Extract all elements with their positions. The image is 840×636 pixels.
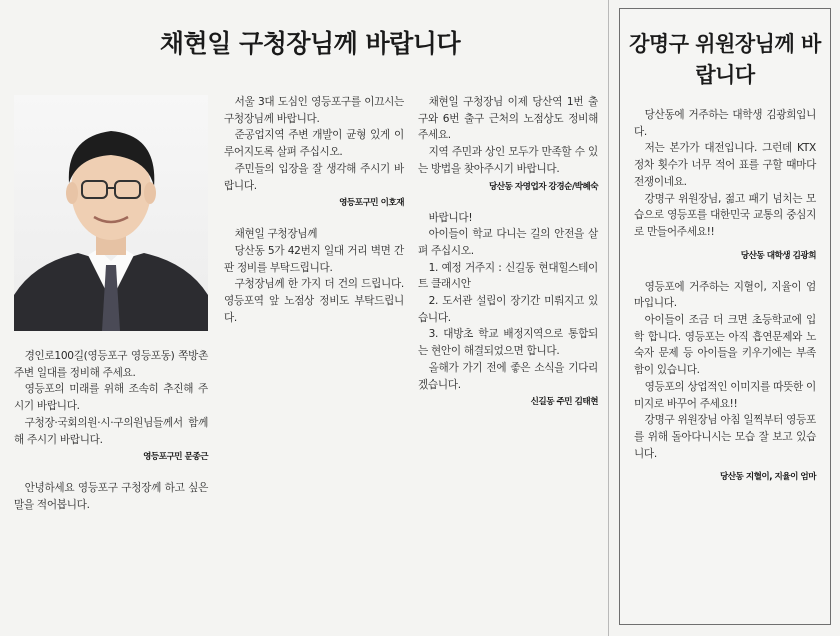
paragraph: 올해가 가기 전에 좋은 소식을 기다리겠습니다. [418, 361, 598, 391]
author-signature: 신길동 주민 김태현 [530, 397, 598, 408]
paragraph: 영등포에 거주하는 지혈이, 지율이 엄마입니다. [634, 280, 816, 310]
author-signature: 당산동 지혈이, 지율이 엄마 [719, 472, 816, 483]
paragraph: 3. 대방초 학교 배정지역으로 통합되는 현안이 해결되었으면 합니다. [418, 328, 598, 358]
paragraph: 바랍니다! [428, 211, 473, 224]
paragraph: 아이들이 학교 다니는 길의 안전을 살펴 주십시오. [418, 228, 598, 257]
right-column [634, 107, 816, 484]
left-column-2 [224, 94, 404, 326]
man-portrait-icon [14, 95, 208, 331]
paragraph: 당산동 5가 42번지 일대 거리 벽면 간판 정비를 부탁드립니다. [224, 244, 404, 274]
paragraph: 강명구 위원장님 아침 일찍부터 영등포를 위해 돌아다니시는 모습 잘 보고 있습니다. [634, 414, 816, 460]
paragraph: 주민들의 입장을 잘 생각해 주시기 바랍니다. [224, 162, 404, 192]
paragraph: 지역 주민과 상인 모두가 만족할 수 있는 방법을 찾아주시기 바랍니다. [418, 146, 598, 175]
paragraph: 영등포의 미래를 위해 조속히 추진해 주시기 바랍니다. [14, 383, 208, 413]
author-signature: 영등포구민 문종근 [143, 452, 208, 463]
paragraph: 저는 본가가 대전입니다. 그런데 KTX 정차 횟수가 너무 적어 표를 구할 때마다 전쟁이네요. [634, 142, 816, 188]
paragraph: 서울 3대 도심인 영등포구를 이끄시는 구청장님께 바랍니다. [224, 96, 404, 125]
left-column-3 [418, 94, 598, 409]
paragraph: 강명구 위원장님, 젊고 패기 넘치는 모습으로 영등포를 대한민국 교통의 중심지로 만들어주세요!! [634, 192, 816, 238]
paragraph: 채현일 구청장님 이제 당산역 1번 출구와 6번 출구 근처의 노점상도 정비해 주세요. [418, 96, 598, 142]
paragraph: 2. 도서관 설립이 장기간 미뤄지고 있습니다. [418, 295, 598, 324]
author-signature: 당산동 대학생 김광희 [740, 250, 816, 261]
paragraph: 영등포의 상업적인 이미지를 따뜻한 이미지로 바꾸어 주세요!! [634, 380, 816, 410]
author-signature: 영등포구민 이호재 [339, 198, 404, 209]
portrait-photo [14, 95, 208, 331]
left-headline: 채현일 구청장님께 바랍니다 [159, 29, 461, 58]
right-headline: 강명구 위원장님께 바랍니다 [629, 32, 821, 87]
paragraph: 경인로100길(영등포구 영등포동) 쪽방촌 주변 일대를 정비해 주세요. [14, 350, 208, 379]
author-signature: 당산동 자영업자 강경순/박혜숙 [488, 181, 598, 192]
paragraph: 당산동에 거주하는 대학생 김광희입니다. [634, 109, 816, 138]
paragraph: 채현일 구청장님께 [234, 228, 318, 241]
paragraph: 1. 예정 거주지 : 신길동 현대힐스테이트 클래시안 [418, 261, 598, 291]
paragraph: 아이들이 조금 더 크면 초등학교에 입학 합니다. 영등포는 아직 흡연문제와 노숙자 문제 등 아이들을 키우기에는 부족함이 있습니다. [634, 314, 816, 377]
paragraph: 구청장·국회의원·시·구의원님들께서 함께 해 주시기 바랍니다. [14, 416, 208, 446]
right-article [619, 8, 831, 625]
paragraph: 준공업지역 주변 개발이 균형 있게 이루어지도록 살펴 주십시오. [224, 129, 404, 159]
left-column-1 [14, 348, 208, 514]
paragraph: 구청장님께 한 가지 더 건의 드립니다. 영등포역 앞 노점상 정비도 부탁드립니다. [224, 278, 404, 324]
paragraph: 안녕하세요 영등포구 구청장께 하고 싶은 말을 적어봅니다. [14, 482, 208, 511]
